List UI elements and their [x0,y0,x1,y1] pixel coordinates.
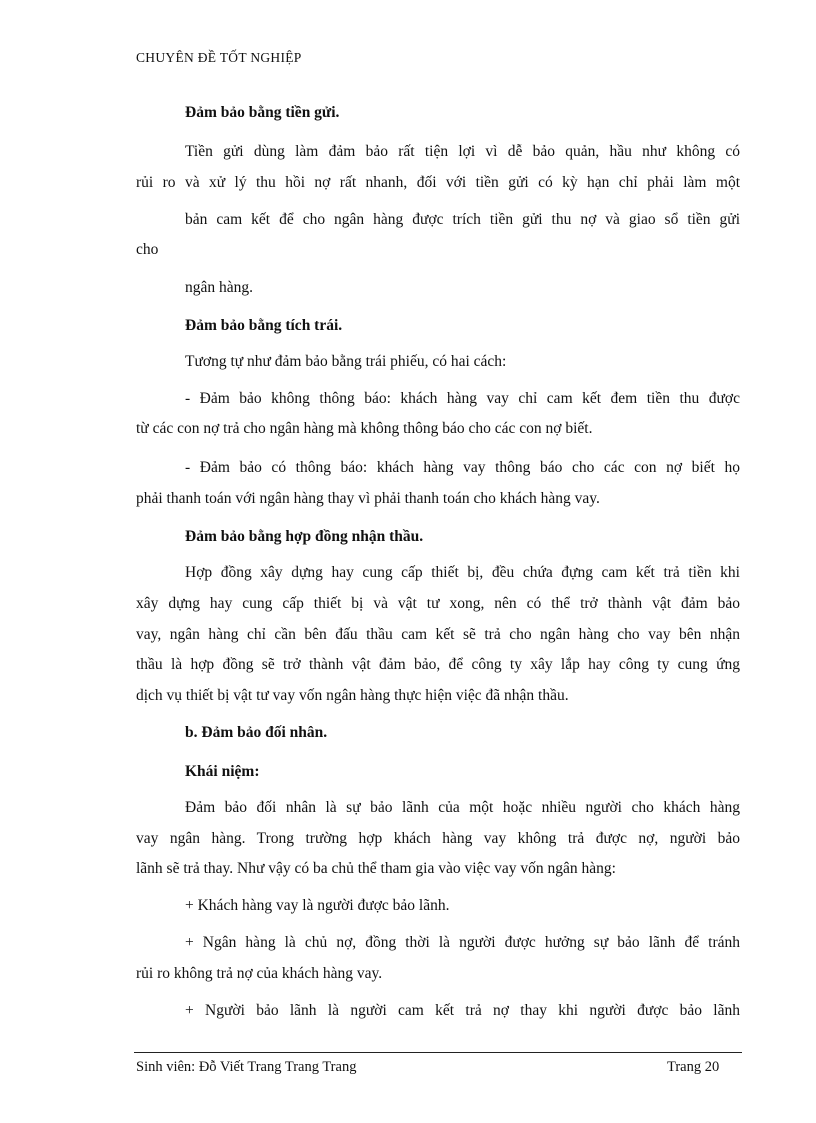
paragraph-line: - Đảm bảo có thông báo: khách hàng vay thông báo cho các con nợ biết họ [185,459,740,476]
paragraph-line: vay ngân hàng. Trong trường hợp khách hàng vay không trả được nợ, người bảo [136,830,740,847]
heading-personal-guarantee: b. Đảm bảo đối nhân. [185,724,328,741]
paragraph-line: Đảm bảo đối nhân là sự bảo lãnh của một hoặc nhiều người cho khách hàng [185,799,740,816]
heading-concept: Khái niệm: [185,763,260,780]
footer-page-number: Trang 20 [667,1059,720,1075]
heading-deposit-guarantee: Đảm bảo bằng tiền gửi. [185,104,340,121]
paragraph-line: rủi ro không trả nợ của khách hàng vay. [136,965,383,982]
paragraph-line: Tương tự như đảm bảo bằng trái phiếu, có hai cách: [185,353,507,370]
paragraph-line: Hợp đồng xây dựng hay cung cấp thiết bị, đều chứa đựng cam kết trả tiền khi [185,564,740,581]
paragraph-line: dịch vụ thiết bị vật tư vay vốn ngân hàng thực hiện việc đã nhận thầu. [136,687,569,704]
paragraph-line: cho [136,241,159,258]
paragraph-line: bản cam kết để cho ngân hàng được trích tiền gửi thu nợ và giao sổ tiền gửi [185,211,740,228]
paragraph-line: ngân hàng. [185,279,254,296]
paragraph-line: từ các con nợ trả cho ngân hàng mà không thông báo cho các con nợ biết. [136,420,593,437]
paragraph-line: xây dựng hay cung cấp thiết bị và vật tư xong, nên có thể trở thành vật đảm bảo [136,595,740,612]
paragraph-line: + Ngân hàng là chủ nợ, đồng thời là người được hưởng sự bảo lãnh để tránh [185,934,740,951]
paragraph-line: - Đảm bảo không thông báo: khách hàng vay chỉ cam kết đem tiền thu được [185,390,740,407]
paragraph-line: + Người bảo lãnh là người cam kết trả nợ thay khi người được bảo lãnh [185,1002,740,1019]
paragraph-line: vay, ngân hàng chỉ cần bên đấu thầu cam kết sẽ trả cho ngân hàng cho vay bên nhận [136,626,740,643]
heading-contract-guarantee: Đảm bảo bằng hợp đồng nhận thầu. [185,528,424,545]
page-header: CHUYÊN ĐỀ TỐT NGHIỆP [136,50,302,65]
footer-student-name: Sinh viên: Đỗ Viết Trang Trang Trang [136,1059,357,1075]
footer-divider [134,1052,742,1053]
paragraph-line: + Khách hàng vay là người được bảo lãnh. [185,897,450,914]
paragraph-line: Tiền gửi dùng làm đảm bảo rất tiện lợi vì dễ bảo quản, hầu như không có [185,143,740,160]
paragraph-line: rủi ro và xử lý thu hồi nợ rất nhanh, đối với tiền gửi có kỳ hạn chỉ phải làm một [136,174,740,191]
heading-receivables-guarantee: Đảm bảo bằng tích trái. [185,317,343,334]
paragraph-line: lãnh sẽ trả thay. Như vậy có ba chủ thể tham gia vào việc vay vốn ngân hàng: [136,860,616,877]
paragraph-line: thầu là hợp đồng sẽ trở thành vật đảm bảo, để công ty xây lắp hay công ty cung ứng [136,656,740,673]
paragraph-line: phải thanh toán với ngân hàng thay vì phải thanh toán cho khách hàng vay. [136,490,600,507]
